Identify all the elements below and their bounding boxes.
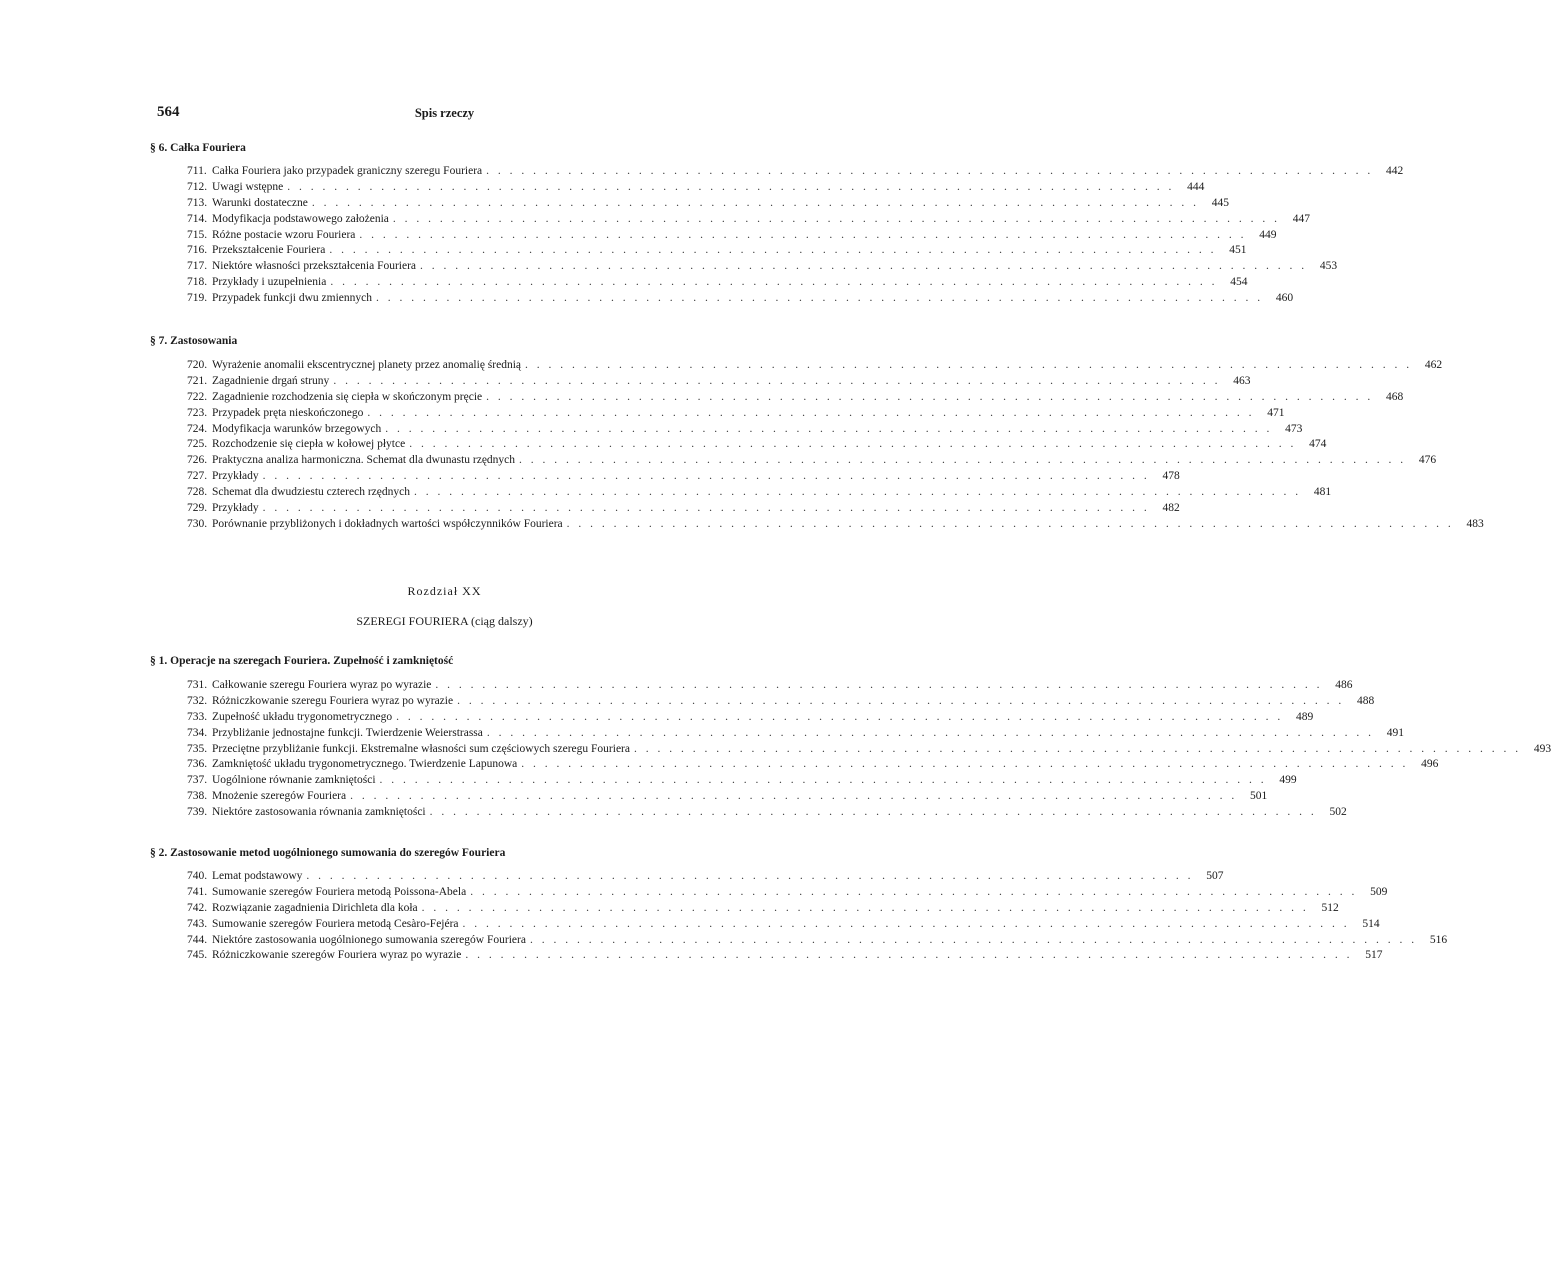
entry-page: 483 xyxy=(1466,517,1484,530)
toc-entry xyxy=(187,757,1439,773)
toc-list xyxy=(187,869,1448,964)
entry-page: 514 xyxy=(1362,917,1380,930)
entry-title: Sumowanie szeregów Fouriera metodą Poissona-Abela xyxy=(212,885,467,898)
entry-page: 471 xyxy=(1267,406,1285,419)
entry-number: 724. xyxy=(187,422,208,435)
entry-number: 727. xyxy=(187,470,208,483)
entry-page: 476 xyxy=(1418,454,1437,467)
entry-page: 512 xyxy=(1321,901,1339,914)
entry-title: Lemat podstawowy xyxy=(212,870,303,882)
toc-entry xyxy=(187,948,1383,964)
dot-leader xyxy=(367,406,1254,422)
toc-list xyxy=(187,164,1404,307)
entry-title: Porównanie przybliżonych i dokładnych wartości współczynników Fouriera xyxy=(212,517,563,530)
entry-page: 481 xyxy=(1313,486,1332,499)
toc-entry xyxy=(187,710,1314,726)
entry-number: 738. xyxy=(187,790,208,803)
entry-page: 447 xyxy=(1292,212,1311,225)
toc-entry xyxy=(187,517,1484,533)
dot-leader xyxy=(470,885,1357,901)
toc-entry xyxy=(187,726,1404,742)
toc-entry xyxy=(187,694,1375,710)
entry-page: 478 xyxy=(1162,470,1180,483)
entry-title: Uogólnione równanie zamkniętości xyxy=(212,774,376,787)
dot-leader xyxy=(306,869,1193,885)
entry-title: Niektóre własności przekształcenia Fouriera xyxy=(212,260,417,273)
dot-leader xyxy=(350,789,1237,805)
toc-entry xyxy=(187,275,1248,291)
entry-page: 517 xyxy=(1365,949,1383,962)
entry-page: 499 xyxy=(1279,774,1297,787)
entry-title: Zagadnienie drgań struny xyxy=(212,374,330,387)
toc-list xyxy=(187,678,1551,821)
dot-leader xyxy=(359,228,1246,244)
toc-entry xyxy=(187,291,1294,307)
entry-title: Przypadek funkcji dwu zmiennych xyxy=(212,292,372,305)
entry-page: 453 xyxy=(1319,260,1338,273)
entry-page: 473 xyxy=(1285,422,1303,435)
section-heading: § 7. Zastosowania xyxy=(150,335,238,347)
dot-leader xyxy=(521,757,1408,773)
dot-leader xyxy=(420,259,1307,275)
toc-entry xyxy=(187,789,1268,805)
dot-leader xyxy=(435,678,1322,694)
dot-leader xyxy=(465,948,1352,964)
entry-number: 726. xyxy=(187,454,208,467)
entry-title: Sumowanie szeregów Fouriera metodą Cesàro-Fejéra xyxy=(212,917,459,930)
toc-entry xyxy=(187,917,1380,933)
entry-title: Rozwiązanie zagadnienia Dirichleta dla koła xyxy=(212,901,418,914)
toc-entry xyxy=(187,805,1347,821)
entry-number: 742. xyxy=(187,901,208,914)
entry-title: Przykłady xyxy=(212,470,259,483)
dot-leader xyxy=(463,917,1350,933)
entry-number: 715. xyxy=(187,228,208,241)
entry-page: 501 xyxy=(1250,790,1268,803)
entry-title: Zamkniętość układu trygonometrycznego. Twierdzenie Lapunowa xyxy=(212,758,518,771)
entry-title: Różniczkowanie szeregów Fouriera wyraz po wyrazie xyxy=(212,949,462,962)
entry-title: Przypadek pręta nieskończonego xyxy=(212,406,364,419)
dot-leader xyxy=(422,901,1309,917)
dot-leader xyxy=(487,726,1374,742)
chapter-label: Rozdział XX xyxy=(407,584,482,598)
toc-entry xyxy=(187,933,1448,949)
entry-number: 730. xyxy=(187,517,208,530)
dot-leader xyxy=(457,694,1344,710)
dot-leader xyxy=(486,164,1373,180)
entry-title: Niektóre zastosowania równania zamkniętości xyxy=(212,806,426,819)
toc-entry xyxy=(187,374,1251,390)
entry-number: 739. xyxy=(187,806,208,819)
entry-page: 482 xyxy=(1162,502,1180,515)
entry-title: Przekształcenie Fouriera xyxy=(212,244,326,257)
dot-leader xyxy=(329,243,1216,259)
entry-number: 731. xyxy=(187,679,208,691)
entry-page: 451 xyxy=(1229,244,1247,257)
toc-entry xyxy=(187,678,1353,694)
dot-leader xyxy=(385,422,1272,438)
toc-entry xyxy=(187,501,1180,517)
toc-entry xyxy=(187,243,1247,259)
entry-title: Przykłady i uzupełnienia xyxy=(212,276,327,289)
entry-number: 725. xyxy=(187,438,208,451)
entry-number: 711. xyxy=(187,165,207,177)
entry-number: 716. xyxy=(187,244,208,257)
dot-leader xyxy=(380,773,1267,789)
entry-title: Różne postacie wzoru Fouriera xyxy=(212,228,356,241)
dot-leader xyxy=(486,390,1373,406)
entry-number: 722. xyxy=(187,390,208,403)
toc-entry xyxy=(187,742,1551,758)
page-header xyxy=(157,104,732,124)
toc-entry xyxy=(187,422,1303,438)
dot-leader xyxy=(263,469,1150,485)
entry-title: Warunki dostateczne xyxy=(212,196,308,209)
entry-page: 474 xyxy=(1309,438,1327,451)
section-heading: § 6. Całka Fouriera xyxy=(150,142,246,154)
entry-number: 712. xyxy=(187,180,208,193)
dot-leader xyxy=(525,358,1412,374)
dot-leader xyxy=(376,291,1263,307)
entry-page: 488 xyxy=(1356,694,1375,707)
toc-entry xyxy=(187,390,1404,406)
toc-entry xyxy=(187,885,1388,901)
entry-page: 493 xyxy=(1533,742,1551,755)
dot-leader xyxy=(567,517,1454,533)
entry-page: 496 xyxy=(1421,758,1439,771)
dot-leader xyxy=(430,805,1317,821)
toc-entry xyxy=(187,259,1338,275)
dot-leader xyxy=(634,742,1521,758)
section-heading: § 1. Operacje na szeregach Fouriera. Zupełność i zamkniętość xyxy=(150,655,454,667)
entry-page: 489 xyxy=(1296,710,1314,723)
entry-number: 740. xyxy=(187,870,208,882)
entry-page: 486 xyxy=(1335,679,1353,691)
entry-title: Rozchodzenie się ciepła w kołowej płytce xyxy=(212,438,406,451)
toc-entry xyxy=(187,469,1180,485)
entry-title: Schemat dla dwudziestu czterech rzędnych xyxy=(212,486,410,499)
toc-entry xyxy=(187,212,1311,228)
dot-leader xyxy=(409,437,1296,453)
entry-title: Uwagi wstępne xyxy=(212,180,284,193)
entry-title: Przeciętne przybliżanie funkcji. Ekstremalne własności sum częściowych szeregu Fouriera xyxy=(212,742,630,755)
entry-number: 718. xyxy=(187,276,208,289)
entry-title: Wyrażenie anomalii ekscentrycznej planety przez anomalię średnią xyxy=(212,359,522,371)
entry-page: 460 xyxy=(1275,292,1294,305)
entry-number: 733. xyxy=(187,710,208,723)
entry-number: 714. xyxy=(187,212,208,225)
entry-number: 720. xyxy=(187,359,208,371)
entry-page: 509 xyxy=(1370,885,1388,898)
entry-number: 737. xyxy=(187,774,208,787)
entry-title: Przykłady xyxy=(212,502,259,515)
dot-leader xyxy=(287,180,1174,196)
entry-title: Całkowanie szeregu Fouriera wyraz po wyrazie xyxy=(212,679,432,691)
toc-entry xyxy=(187,869,1224,885)
entry-title: Zagadnienie rozchodzenia się ciepła w skończonym pręcie xyxy=(212,390,483,403)
entry-title: Modyfikacja podstawowego założenia xyxy=(212,212,389,225)
entry-number: 743. xyxy=(187,917,208,930)
entry-title: Przybliżanie jednostajne funkcji. Twierdzenie Weierstrassa xyxy=(212,726,483,739)
toc-entry xyxy=(187,437,1327,453)
entry-title: Zupełność układu trygonometrycznego xyxy=(212,710,393,723)
entry-title: Modyfikacja warunków brzegowych xyxy=(212,422,382,435)
entry-title: Niektóre zastosowania uogólnionego sumowania szeregów Fouriera xyxy=(212,933,526,946)
entry-page: 444 xyxy=(1187,180,1205,193)
toc-entry xyxy=(187,901,1339,917)
entry-page: 468 xyxy=(1386,390,1404,403)
entry-page: 502 xyxy=(1329,806,1347,819)
toc-entry xyxy=(187,196,1229,212)
entry-number: 723. xyxy=(187,406,208,419)
entry-title: Różniczkowanie szeregu Fouriera wyraz po wyrazie xyxy=(212,694,454,707)
entry-number: 741. xyxy=(187,885,208,898)
dot-leader xyxy=(333,374,1220,390)
dot-leader xyxy=(393,212,1280,228)
toc-entry xyxy=(187,773,1297,789)
dot-leader xyxy=(330,275,1217,291)
entry-number: 719. xyxy=(187,292,208,305)
entry-page: 449 xyxy=(1259,228,1277,241)
entry-page: 491 xyxy=(1386,726,1404,739)
entry-number: 717. xyxy=(187,260,208,273)
entry-title: Mnożenie szeregów Fouriera xyxy=(212,790,347,803)
entry-page: 462 xyxy=(1424,359,1443,371)
toc-list xyxy=(187,358,1484,533)
toc-entry xyxy=(187,228,1277,244)
entry-page: 445 xyxy=(1211,196,1229,209)
entry-number: 728. xyxy=(187,486,208,499)
entry-number: 713. xyxy=(187,196,208,209)
entry-number: 734. xyxy=(187,726,208,739)
toc-entry xyxy=(187,485,1332,501)
dot-leader xyxy=(312,196,1199,212)
dot-leader xyxy=(530,933,1417,949)
chapter-title: SZEREGI FOURIERA (ciąg dalszy) xyxy=(356,614,533,628)
running-title: Spis rzeczy xyxy=(414,106,475,120)
toc-entry xyxy=(187,180,1205,196)
entry-title: Praktyczna analiza harmoniczna. Schemat dla dwunastu rzędnych xyxy=(212,454,516,467)
entry-page: 442 xyxy=(1386,165,1404,177)
dot-leader xyxy=(414,485,1301,501)
entry-page: 516 xyxy=(1429,933,1448,946)
toc-entry xyxy=(187,406,1285,422)
section-heading: § 2. Zastosowanie metod uogólnionego sumowania do szeregów Fouriera xyxy=(150,847,506,859)
entry-number: 735. xyxy=(187,742,208,755)
entry-number: 744. xyxy=(187,933,208,946)
entry-page: 463 xyxy=(1233,374,1251,387)
entry-number: 745. xyxy=(187,949,208,962)
entry-page: 454 xyxy=(1230,276,1248,289)
toc-entry xyxy=(187,358,1443,374)
page-number: 564 xyxy=(157,104,180,120)
dot-leader xyxy=(263,501,1150,517)
dot-leader xyxy=(519,453,1406,469)
entry-title: Całka Fouriera jako przypadek graniczny szeregu Fouriera xyxy=(212,165,483,177)
entry-page: 507 xyxy=(1206,870,1224,882)
entry-number: 736. xyxy=(187,758,208,771)
entry-number: 721. xyxy=(187,374,208,387)
toc-entry xyxy=(187,164,1404,180)
dot-leader xyxy=(396,710,1283,726)
entry-number: 732. xyxy=(187,694,208,707)
toc-entry xyxy=(187,453,1437,469)
entry-number: 729. xyxy=(187,502,208,515)
